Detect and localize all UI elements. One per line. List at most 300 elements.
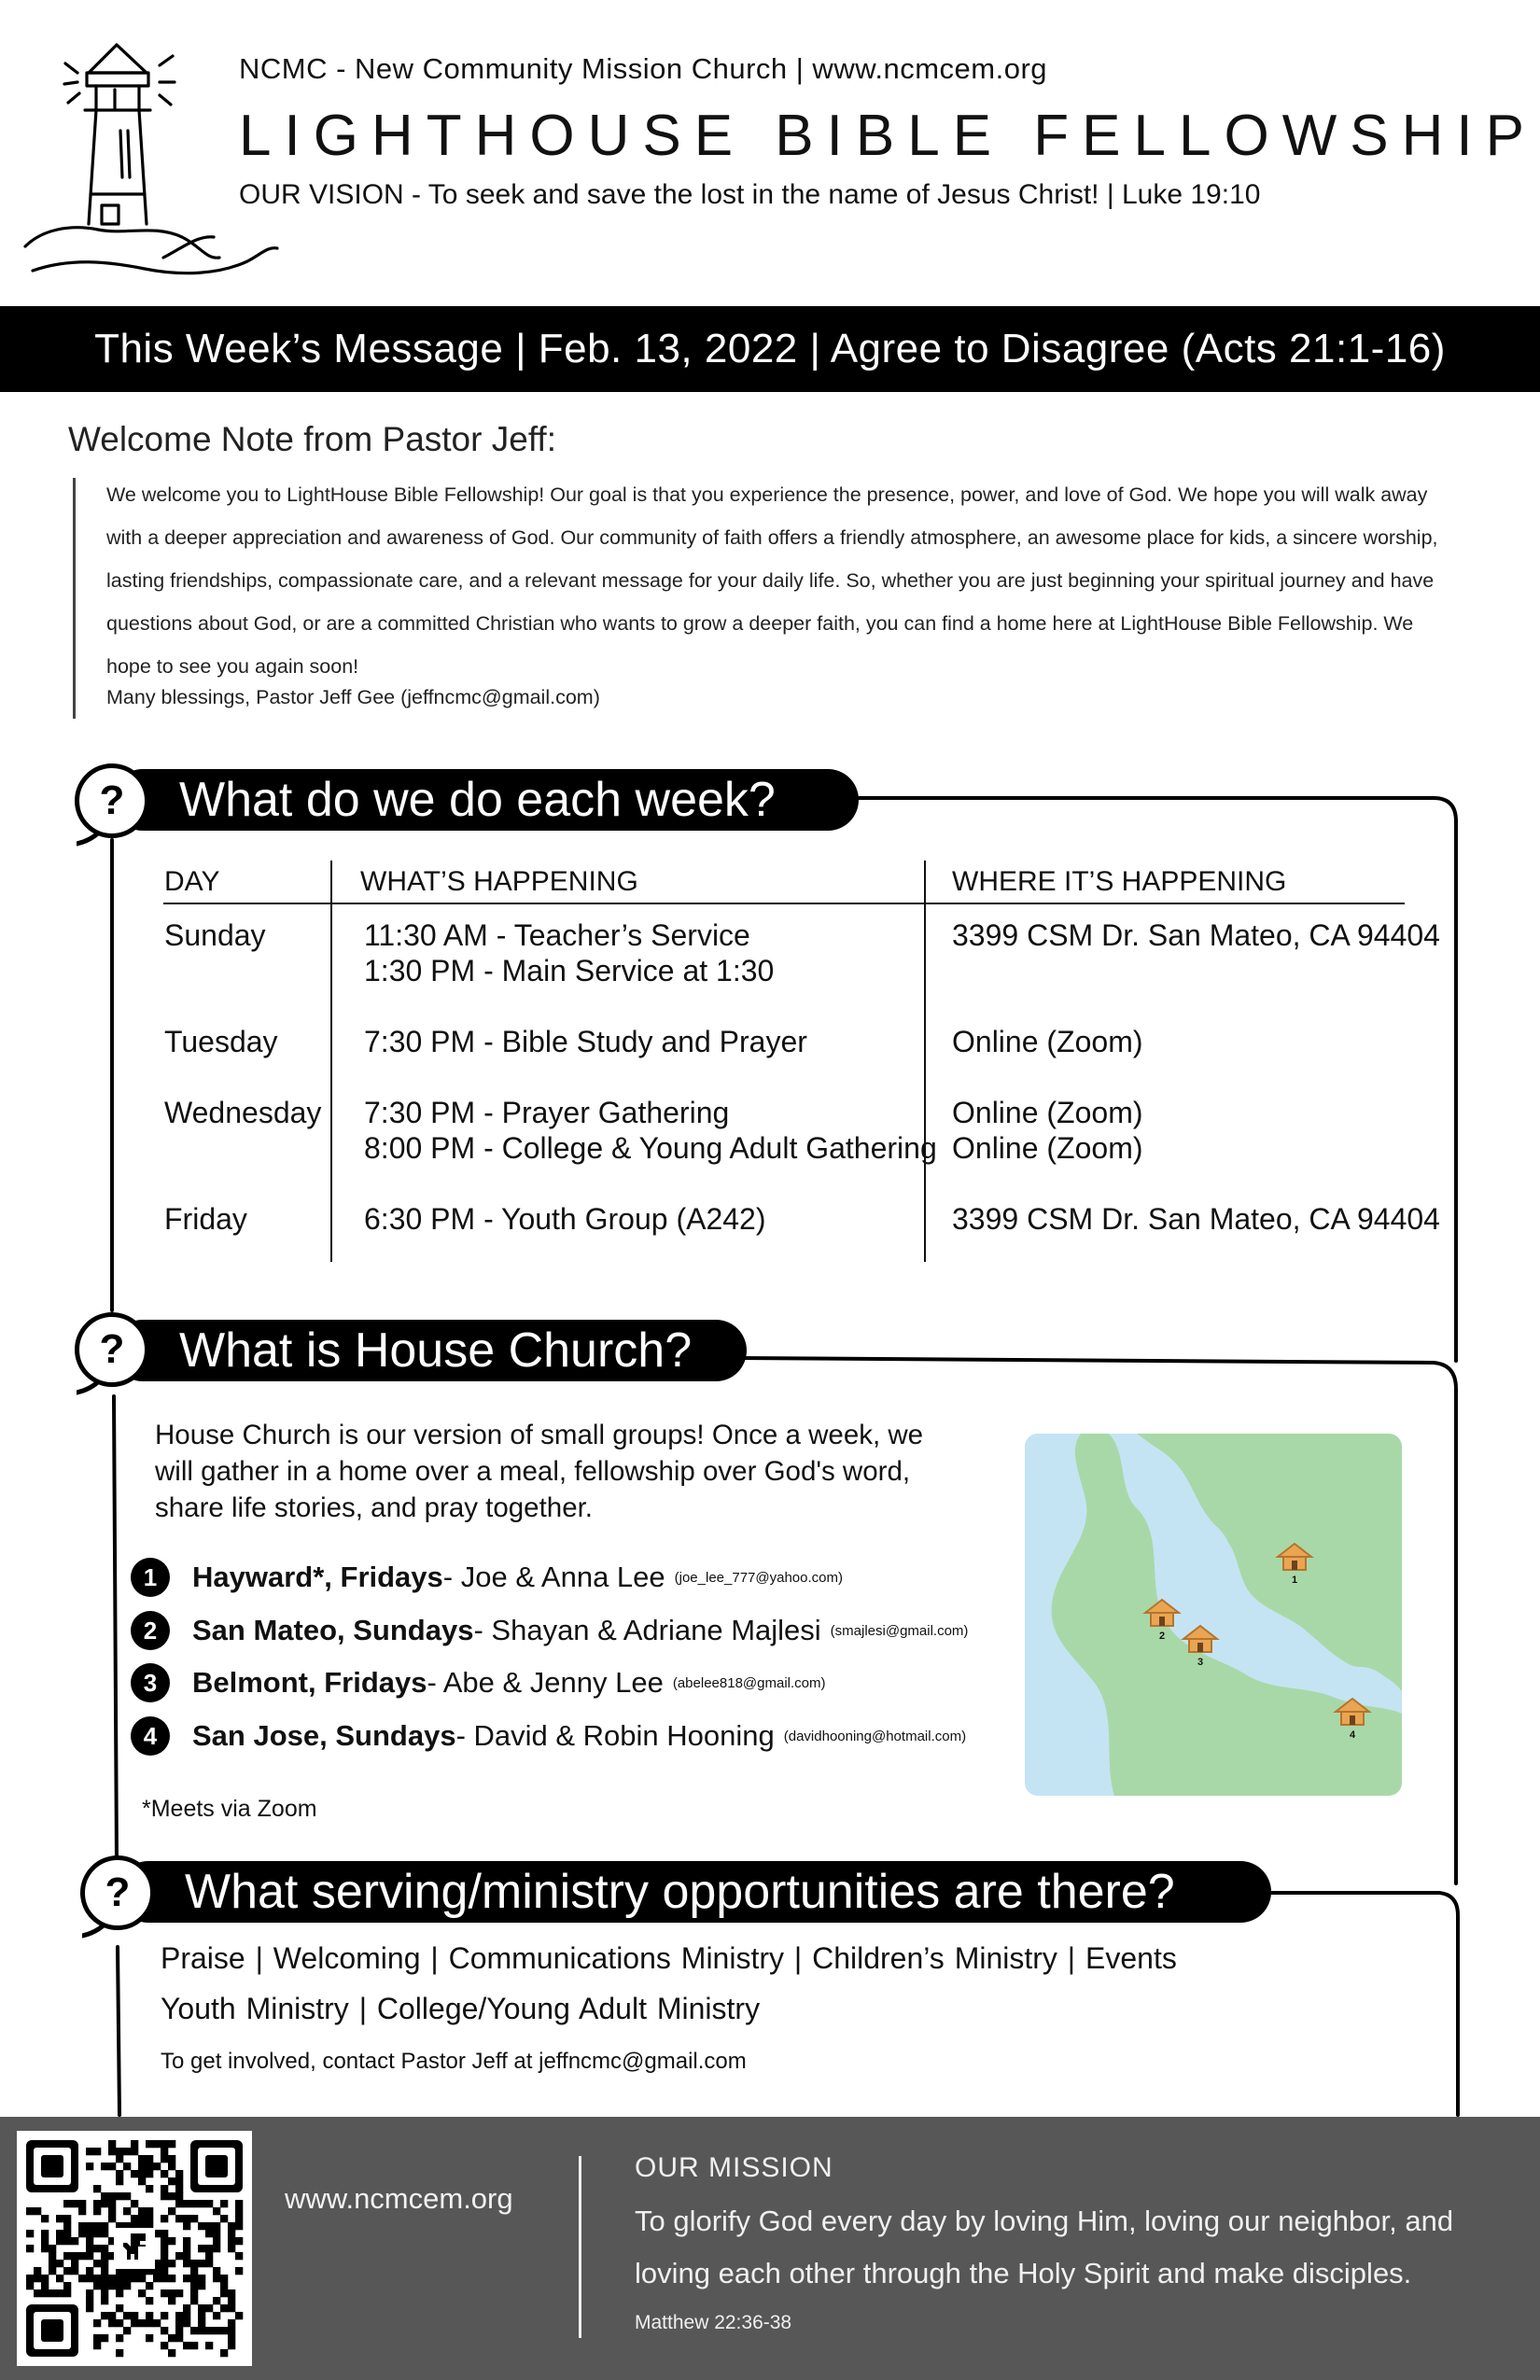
qr-module	[228, 2327, 235, 2334]
house-marker-icon	[1181, 1622, 1220, 1669]
qr-module	[190, 2267, 198, 2275]
qr-module	[190, 2282, 198, 2289]
table-row-what: 1:30 PM - Main Service at 1:30	[364, 954, 775, 987]
qr-module	[86, 2289, 93, 2297]
qr-module	[161, 2185, 168, 2192]
qr-module	[213, 2222, 220, 2230]
question-bubble-icon	[75, 763, 149, 838]
table-header-rule	[163, 903, 1405, 904]
qr-module	[41, 2215, 49, 2222]
table-column-divider	[330, 861, 332, 1262]
qr-module	[78, 2200, 86, 2207]
qr-module	[123, 2312, 131, 2319]
qr-module	[190, 2260, 198, 2267]
weekly-message-text: This Week’s Message | Feb. 13, 2022 | Agree to Disagree (Acts 21:1-16)	[94, 326, 1446, 371]
qr-module	[41, 2275, 49, 2282]
table-row-where: 3399 CSM Dr. San Mateo, CA 94404	[952, 1202, 1440, 1236]
table-row-where: Online (Zoom)	[952, 1025, 1143, 1058]
qr-module	[228, 2342, 235, 2349]
qr-module	[26, 2245, 34, 2252]
group-place: San Jose, Sundays	[192, 1719, 456, 1752]
qr-module	[183, 2319, 190, 2327]
table-header-what: WHAT’S HAPPENING	[360, 866, 638, 897]
map-marker-label: 2	[1158, 1631, 1166, 1642]
qr-module	[228, 2334, 235, 2342]
qr-module	[228, 2289, 235, 2297]
qr-module	[198, 2245, 205, 2252]
qr-module	[213, 2245, 220, 2252]
welcome-note-body: We welcome you to LightHouse Bible Fellowship! Our goal is that you experience the presence, power, and love of God. We hope you will walk away with a deeper appreciation and awareness of God. Our community of faith offers a friendly atmosphere, an awesome place for kids, a sincere worship, lasting friendships, compassionate care, and a relevant message for your daily life. So, whether you are just beginning your spiritual journey and have questions about God, or are a committed Christian who wants to grow a deeper faith, you can find a home here at LightHouse Bible Fellowship. We hope to see you again soon!	[106, 483, 1438, 678]
qr-module	[71, 2200, 78, 2207]
qr-module	[183, 2200, 190, 2207]
qr-module	[41, 2245, 49, 2252]
qr-module	[228, 2237, 235, 2245]
qr-module	[198, 2275, 205, 2282]
qr-module	[168, 2275, 175, 2282]
qr-module	[116, 2334, 123, 2342]
qr-module	[123, 2327, 131, 2334]
qr-module	[116, 2275, 123, 2282]
qr-module	[41, 2237, 49, 2245]
question-mark: ?	[82, 771, 142, 831]
mission-label: OUR MISSION	[635, 2152, 833, 2183]
qr-module	[63, 2230, 71, 2237]
qr-module	[205, 2245, 213, 2252]
qr-module	[86, 2148, 93, 2155]
table-row-day: Wednesday	[164, 1096, 322, 1129]
table-row-where: Online (Zoom)	[952, 1096, 1143, 1129]
qr-module	[131, 2215, 138, 2222]
qr-module	[190, 2297, 198, 2304]
list-number-badge: 3	[131, 1663, 170, 1702]
qr-module	[161, 2140, 168, 2148]
serving-contact: To get involved, contact Pastor Jeff at jeffncmc@gmail.com	[161, 2049, 747, 2074]
list-item	[131, 1715, 966, 1757]
qr-module	[116, 2192, 123, 2200]
qr-module	[220, 2275, 228, 2282]
table-row-day: Friday	[164, 1202, 247, 1236]
welcome-signature: Many blessings, Pastor Jeff Gee (jeffncmc@gmail.com)	[106, 686, 600, 708]
qr-module	[183, 2312, 190, 2319]
qr-module	[228, 2297, 235, 2304]
qr-module	[198, 2319, 205, 2327]
qr-finder-pattern	[41, 2155, 63, 2177]
qr-module	[93, 2275, 101, 2282]
qr-module	[161, 2148, 168, 2155]
qr-module	[235, 2222, 243, 2230]
group-place: Hayward*, Fridays	[192, 1561, 443, 1593]
qr-module	[56, 2230, 63, 2237]
qr-module	[71, 2237, 78, 2245]
qr-module	[116, 2304, 123, 2312]
qr-module	[101, 2260, 108, 2267]
qr-module	[78, 2230, 86, 2237]
qr-module	[123, 2275, 131, 2282]
qr-module	[161, 2237, 168, 2245]
qr-module	[168, 2289, 175, 2297]
qr-module	[190, 2275, 198, 2282]
qr-module	[175, 2327, 183, 2334]
qr-module	[175, 2319, 183, 2327]
qr-module	[138, 2319, 146, 2327]
group-email: (smajlesi@gmail.com)	[830, 1622, 969, 1639]
question-bubble-icon	[80, 1855, 155, 1930]
qr-module	[49, 2252, 56, 2260]
qr-module	[175, 2289, 183, 2297]
house-marker-icon	[1333, 1695, 1372, 1742]
qr-module	[34, 2207, 41, 2215]
ministry-list-line: Praise | Welcoming | Communications Ministry | Children’s Ministry | Events	[161, 1941, 1177, 1975]
mission-statement: To glorify God every day by loving Him, loving our neighbor, and loving each other through the Holy Spirit and make disciples.	[635, 2205, 1454, 2289]
map-marker-label: 4	[1349, 1729, 1356, 1741]
qr-module	[131, 2200, 138, 2207]
qr-module	[101, 2245, 108, 2252]
qr-module	[78, 2207, 86, 2215]
qr-module	[153, 2163, 161, 2170]
qr-module	[138, 2170, 146, 2177]
qr-module	[213, 2230, 220, 2237]
qr-module	[49, 2289, 56, 2297]
qr-module	[86, 2237, 93, 2245]
qr-module	[63, 2289, 71, 2297]
qr-module	[235, 2267, 243, 2275]
qr-module	[205, 2327, 213, 2334]
qr-module	[198, 2260, 205, 2267]
qr-module	[93, 2319, 101, 2327]
qr-module	[108, 2207, 116, 2215]
qr-code[interactable]	[17, 2131, 252, 2366]
map-marker-label: 3	[1197, 1657, 1204, 1668]
qr-module	[108, 2200, 116, 2207]
qr-module	[161, 2275, 168, 2282]
qr-module	[34, 2267, 41, 2275]
table-row-day: Sunday	[164, 918, 266, 952]
qr-module	[131, 2148, 138, 2155]
qr-module	[146, 2163, 153, 2170]
qr-module	[138, 2155, 146, 2163]
qr-module	[198, 2282, 205, 2289]
table-header-where: WHERE IT’S HAPPENING	[952, 866, 1287, 897]
qr-module	[34, 2289, 41, 2297]
qr-module	[213, 2207, 220, 2215]
qr-module	[86, 2230, 93, 2237]
qr-module	[93, 2200, 101, 2207]
qr-module	[161, 2170, 168, 2177]
qr-module	[108, 2215, 116, 2222]
table-row-what: 8:00 PM - College & Young Adult Gathering	[364, 1131, 937, 1165]
qr-finder-pattern	[205, 2155, 228, 2177]
qr-module	[146, 2334, 153, 2342]
qr-module	[131, 2312, 138, 2319]
qr-module	[183, 2252, 190, 2260]
qr-module	[213, 2237, 220, 2245]
qr-module	[49, 2267, 56, 2275]
qr-module	[220, 2282, 228, 2289]
group-email: (abelee818@gmail.com)	[672, 1674, 826, 1691]
qr-module	[146, 2319, 153, 2327]
qr-module	[235, 2312, 243, 2319]
qr-module	[63, 2215, 71, 2222]
qr-module	[183, 2215, 190, 2222]
zoom-footnote: *Meets via Zoom	[142, 1796, 317, 1822]
qr-module	[168, 2297, 175, 2304]
qr-module	[228, 2245, 235, 2252]
qr-module	[161, 2267, 168, 2275]
qr-module	[161, 2260, 168, 2267]
qr-module	[26, 2282, 34, 2289]
qr-module	[146, 2297, 153, 2304]
qr-module	[205, 2304, 213, 2312]
qr-module	[168, 2155, 175, 2163]
qr-module	[116, 2289, 123, 2297]
table-header-day: DAY	[164, 866, 220, 897]
qr-module	[213, 2312, 220, 2319]
qr-module	[138, 2215, 146, 2222]
qr-module	[131, 2319, 138, 2327]
list-item	[131, 1610, 968, 1651]
table-column-divider	[924, 861, 926, 1262]
qr-module	[108, 2192, 116, 2200]
qr-module	[86, 2267, 93, 2275]
qr-module	[101, 2282, 108, 2289]
footer-website-link[interactable]: www.ncmcem.org	[285, 2182, 513, 2215]
group-hosts: - David & Robin Hooning	[455, 1719, 775, 1752]
group-hosts: - Shayan & Adriane Majlesi	[473, 1614, 821, 1646]
qr-module	[190, 2200, 198, 2207]
qr-module	[138, 2289, 146, 2297]
qr-module	[146, 2215, 153, 2222]
qr-module	[63, 2222, 71, 2230]
qr-module	[161, 2327, 168, 2334]
qr-module	[183, 2260, 190, 2267]
page-title: LIGHTHOUSE BIBLE FELLOWSHIP	[239, 104, 1537, 168]
table-row-what: 6:30 PM - Youth Group (A242)	[364, 1202, 766, 1236]
qr-module	[220, 2215, 228, 2222]
qr-module	[175, 2334, 183, 2342]
qr-module	[116, 2155, 123, 2163]
qr-module	[205, 2342, 213, 2349]
question-bubble-icon	[75, 1312, 149, 1387]
qr-module	[198, 2312, 205, 2319]
qr-module	[183, 2237, 190, 2245]
section-weekly-pill	[112, 769, 859, 831]
map-marker-label: 1	[1291, 1575, 1298, 1586]
qr-module	[108, 2275, 116, 2282]
footer-divider	[579, 2156, 581, 2338]
qr-module	[183, 2275, 190, 2282]
qr-module	[228, 2230, 235, 2237]
qr-module	[153, 2319, 161, 2327]
qr-module	[220, 2327, 228, 2334]
qr-module	[161, 2252, 168, 2260]
qr-module	[235, 2200, 243, 2207]
qr-module	[93, 2207, 101, 2215]
group-hosts: - Abe & Jenny Lee	[427, 1666, 664, 1699]
qr-module	[116, 2349, 123, 2357]
qr-module	[93, 2282, 101, 2289]
qr-module	[116, 2319, 123, 2327]
qr-module	[101, 2312, 108, 2319]
qr-module	[175, 2177, 183, 2185]
qr-module	[108, 2319, 116, 2327]
qr-module	[213, 2275, 220, 2282]
qr-module	[56, 2289, 63, 2297]
group-hosts: - Joe & Anna Lee	[442, 1561, 665, 1593]
qr-module	[198, 2304, 205, 2312]
qr-module	[213, 2267, 220, 2275]
qr-module	[123, 2163, 131, 2170]
qr-module	[168, 2163, 175, 2170]
section-house-church-title: What is House Church?	[179, 1323, 693, 1378]
qr-module	[220, 2200, 228, 2207]
qr-module	[138, 2207, 146, 2215]
qr-module	[175, 2312, 183, 2319]
qr-module	[26, 2230, 34, 2237]
qr-module	[71, 2260, 78, 2267]
qr-module	[228, 2319, 235, 2327]
qr-module	[86, 2163, 93, 2170]
group-place: Belmont, Fridays	[192, 1666, 427, 1699]
qr-module	[86, 2245, 93, 2252]
qr-module	[198, 2327, 205, 2334]
qr-module	[116, 2177, 123, 2185]
qr-module	[41, 2282, 49, 2289]
qr-module	[190, 2342, 198, 2349]
qr-code-icon	[17, 2131, 252, 2366]
qr-module	[123, 2207, 131, 2215]
qr-module	[108, 2148, 116, 2155]
qr-module	[78, 2275, 86, 2282]
qr-module	[86, 2222, 93, 2230]
question-mark: ?	[88, 1863, 147, 1923]
section-serving-pill	[118, 1861, 1271, 1923]
table-row-where: Online (Zoom)	[952, 1131, 1143, 1165]
qr-module	[183, 2245, 190, 2252]
qr-module	[93, 2260, 101, 2267]
qr-module	[41, 2289, 49, 2297]
qr-module	[205, 2200, 213, 2207]
qr-module	[235, 2215, 243, 2222]
qr-module	[175, 2252, 183, 2260]
qr-module	[183, 2342, 190, 2349]
group-email: (davidhooning@hotmail.com)	[783, 1728, 967, 1744]
qr-module	[168, 2334, 175, 2342]
qr-module	[175, 2185, 183, 2192]
qr-module	[56, 2215, 63, 2222]
qr-module	[146, 2282, 153, 2289]
section-house-church-pill	[112, 1320, 747, 1381]
qr-module	[123, 2282, 131, 2289]
qr-module	[93, 2342, 101, 2349]
qr-module	[228, 2304, 235, 2312]
qr-module	[190, 2289, 198, 2297]
qr-module	[93, 2185, 101, 2192]
qr-module	[56, 2260, 63, 2267]
qr-module	[168, 2260, 175, 2267]
table-row-where: 3399 CSM Dr. San Mateo, CA 94404	[952, 918, 1440, 952]
qr-module	[123, 2192, 131, 2200]
qr-module	[93, 2222, 101, 2230]
qr-module	[71, 2267, 78, 2275]
qr-module	[235, 2207, 243, 2215]
qr-module	[205, 2230, 213, 2237]
qr-module	[161, 2245, 168, 2252]
question-mark: ?	[82, 1320, 142, 1379]
qr-module	[198, 2200, 205, 2207]
list-item	[131, 1557, 843, 1598]
qr-module	[101, 2200, 108, 2207]
section-serving-title: What serving/ministry opportunities are there?	[185, 1865, 1175, 1919]
qr-module	[63, 2200, 71, 2207]
qr-module	[71, 2252, 78, 2260]
qr-module	[63, 2237, 71, 2245]
qr-module	[175, 2200, 183, 2207]
qr-module	[78, 2222, 86, 2230]
qr-module	[131, 2170, 138, 2177]
qr-module	[108, 2282, 116, 2289]
qr-module	[190, 2215, 198, 2222]
qr-module	[131, 2275, 138, 2282]
qr-module	[63, 2252, 71, 2260]
qr-module	[63, 2267, 71, 2275]
qr-module	[153, 2275, 161, 2282]
qr-module	[228, 2222, 235, 2230]
qr-module	[138, 2275, 146, 2282]
list-number-badge: 1	[131, 1558, 170, 1597]
ministry-list-line: Youth Ministry | College/Young Adult Ministry	[161, 1992, 761, 2025]
qr-module	[146, 2312, 153, 2319]
qr-module	[190, 2327, 198, 2334]
qr-module	[26, 2207, 34, 2215]
qr-module	[146, 2185, 153, 2192]
qr-module	[168, 2192, 175, 2200]
table-row-what: 7:30 PM - Bible Study and Prayer	[364, 1025, 807, 1058]
qr-module	[161, 2192, 168, 2200]
qr-module	[108, 2163, 116, 2170]
qr-module	[205, 2222, 213, 2230]
qr-module	[175, 2215, 183, 2222]
qr-module	[101, 2230, 108, 2237]
section-weekly-title: What do we do each week?	[179, 773, 776, 827]
qr-module	[78, 2252, 86, 2260]
qr-module	[146, 2207, 153, 2215]
qr-module	[116, 2282, 123, 2289]
vision-statement: OUR VISION - To seek and save the lost in the name of Jesus Christ! | Luke 19:10	[239, 179, 1261, 210]
qr-module	[153, 2140, 161, 2148]
qr-module	[198, 2222, 205, 2230]
house-church-intro: House Church is our version of small groups! Once a week, we will gather in a home over a meal, fellowship over God's word, share life stories, and pray together.	[155, 1420, 924, 1523]
qr-module	[93, 2334, 101, 2342]
qr-module	[235, 2252, 243, 2260]
qr-finder-pattern	[41, 2319, 63, 2342]
qr-module	[93, 2230, 101, 2237]
qr-module	[86, 2304, 93, 2312]
qr-module	[86, 2297, 93, 2304]
qr-module	[220, 2289, 228, 2297]
qr-module	[101, 2297, 108, 2304]
qr-module	[108, 2140, 116, 2148]
qr-module	[26, 2275, 34, 2282]
qr-module	[146, 2140, 153, 2148]
qr-module	[41, 2230, 49, 2237]
qr-module	[168, 2207, 175, 2215]
house-marker-icon	[1142, 1596, 1182, 1643]
qr-module	[101, 2267, 108, 2275]
qr-module	[93, 2245, 101, 2252]
welcome-heading: Welcome Note from Pastor Jeff:	[68, 420, 556, 458]
qr-module	[86, 2252, 93, 2260]
qr-module	[56, 2275, 63, 2282]
